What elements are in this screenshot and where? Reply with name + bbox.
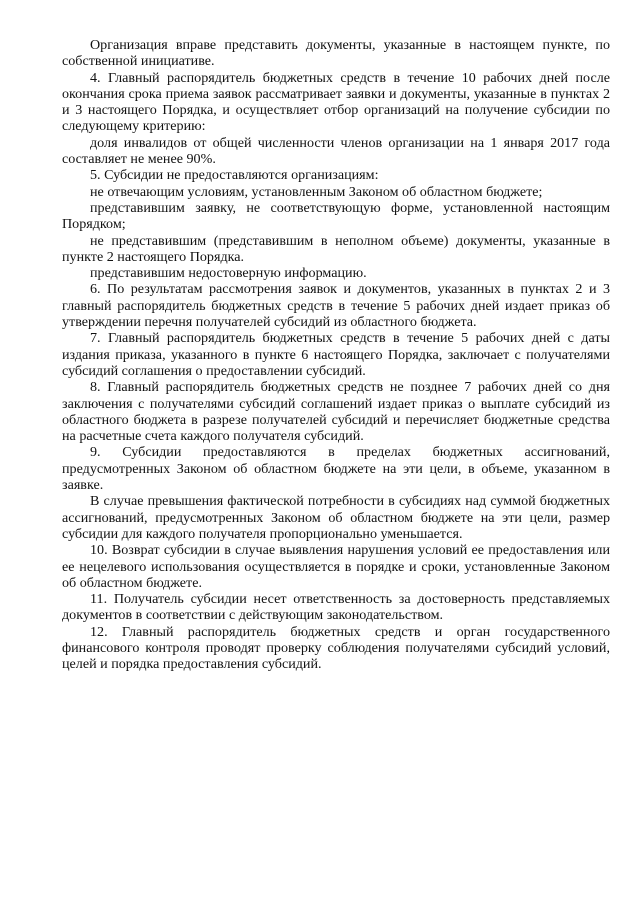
paragraph-item-8: 8. Главный распорядитель бюджетных средств не позднее 7 рабочих дней со дня заключения с получателями субсидий соглашений издает приказ о выплате субсидий из областного бюджета в разрезе получателей субсидий и перечисляет бюджетные средства на расчетные счета каждого получателя субсидий.	[62, 379, 610, 445]
paragraph-item-12: 12. Главный распорядитель бюджетных средств и орган государственного финансового контроля проводят проверку соблюдения получателями субсидий условий, целей и порядка предоставления субсидий.	[62, 623, 610, 673]
paragraph-item-5: 5. Субсидии не предоставляются организациям:	[90, 167, 379, 184]
paragraph-item-5-condition-1: не отвечающим условиям, установленным Законом об областном бюджете;	[90, 183, 543, 200]
paragraph-item-11: 11. Получатель субсидии несет ответственность за достоверность представляемых документов в соответствии с действующим законодательством.	[62, 591, 610, 624]
document-body	[62, 37, 610, 673]
paragraph-item-9-excess: В случае превышения фактической потребности в субсидиях над суммой бюджетных ассигнований, предусмотренных Законом об областном бюджете на эти цели, размер субсидии для каждого получателя пропорционально уменьшается.	[62, 493, 610, 542]
paragraph-item-5-condition-2: представившим заявку, не соответствующую форме, установленной настоящим Порядком;	[62, 199, 610, 233]
paragraph-item-10: 10. Возврат субсидии в случае выявления нарушения условий ее предоставления или ее нецелевого использования осуществляется в порядке и сроки, установленные Законом об областном бюджете.	[62, 542, 610, 591]
paragraph-item-4: 4. Главный распорядитель бюджетных средств в течение 10 рабочих дней после окончания срока приема заявок рассматривает заявки и документы, указанные в пунктах 2 и 3 настоящего Порядка, и осуществляет отбор организаций на получение субсидии по следующему критерию:	[62, 69, 610, 135]
paragraph-own-initiative: Организация вправе представить документы, указанные в настоящем пункте, по собственной инициативе.	[62, 37, 610, 70]
paragraph-item-5-condition-4: представившим недостоверную информацию.	[90, 265, 367, 282]
paragraph-item-7: 7. Главный распорядитель бюджетных средств в течение 5 рабочих дней с даты издания приказа, указанного в пункте 6 настоящего Порядка, заключает с получателями субсидий соглашения о предоставлении субсидий.	[62, 330, 610, 379]
paragraph-item-9: 9. Субсидии предоставляются в пределах бюджетных ассигнований, предусмотренных Законом об областном бюджете на эти цели, в объеме, указанном в заявке.	[62, 444, 610, 494]
paragraph-item-6: 6. По результатам рассмотрения заявок и документов, указанных в пунктах 2 и 3 главный распорядитель бюджетных средств в течение 5 рабочих дней издает приказ об утверждении перечня получателей субсидий из областного бюджета.	[62, 281, 610, 331]
paragraph-criterion: доля инвалидов от общей численности членов организации на 1 января 2017 года составляет не менее 90%.	[62, 134, 610, 168]
paragraph-item-5-condition-3: не представившим (представившим в неполном объеме) документы, указанные в пункте 2 настоящего Порядка.	[62, 232, 610, 265]
